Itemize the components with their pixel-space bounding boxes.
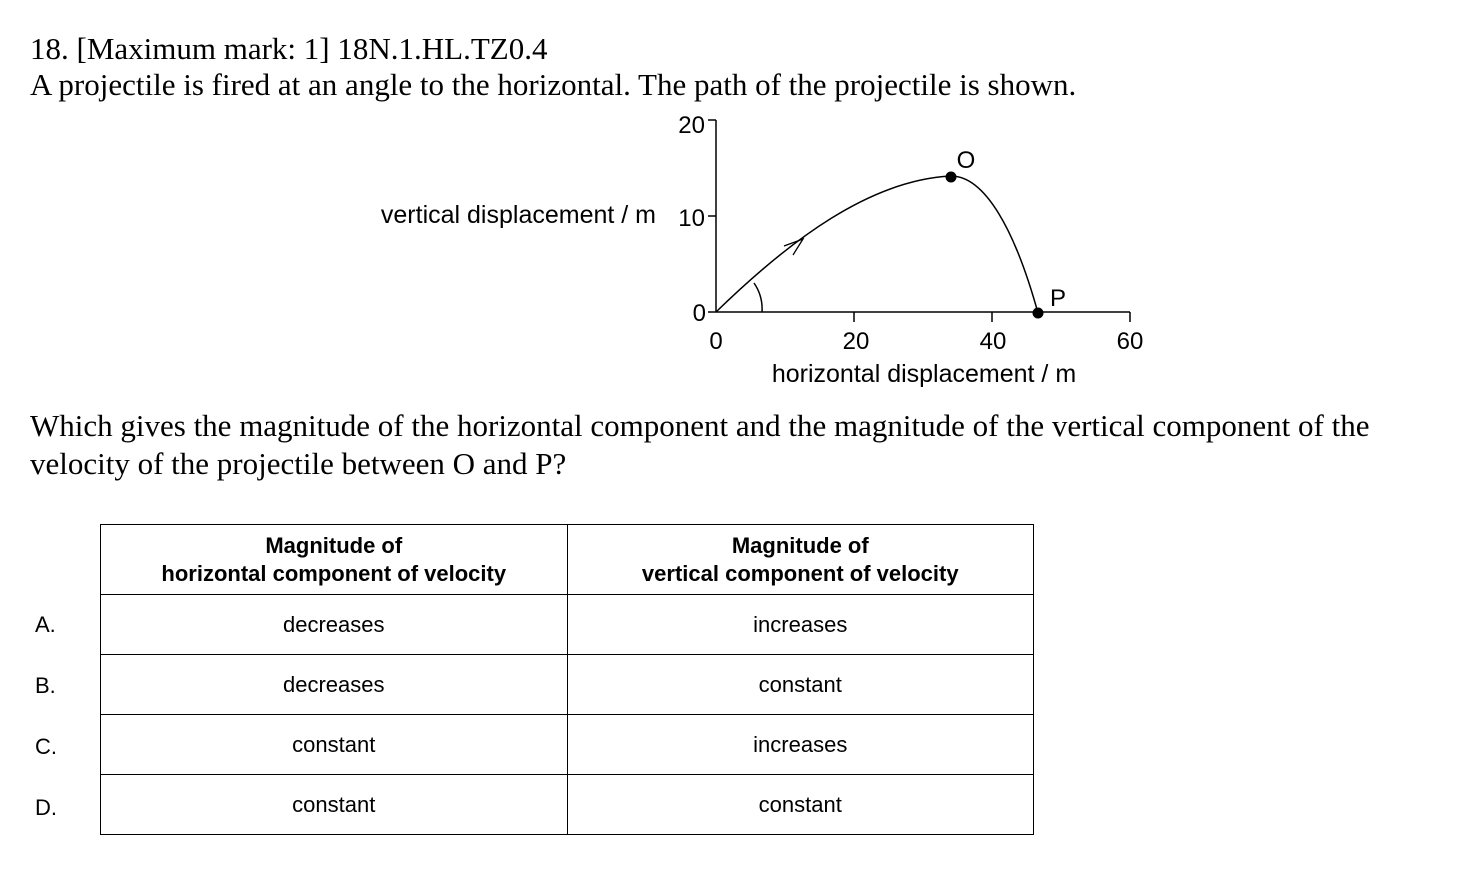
launch-angle-arc (754, 283, 762, 312)
options-table (100, 524, 1034, 835)
cell-a-horizontal: decreases (101, 595, 568, 655)
x-tick-label-60: 60 (1116, 328, 1144, 355)
point-p (1033, 308, 1044, 319)
cell-b-vertical: constant (567, 655, 1034, 715)
direction-arrow (784, 239, 803, 255)
x-tick-label-40: 40 (979, 328, 1007, 355)
table-row (101, 775, 1034, 835)
header-horizontal-line1: Magnitude of (265, 532, 403, 558)
y-tick-label-10: 10 (678, 205, 705, 232)
option-b-letter[interactable]: B. (35, 673, 56, 698)
header-vertical-line1: Magnitude of (731, 532, 869, 558)
x-tick-label-20: 20 (842, 328, 870, 355)
y-axis-label: vertical displacement / m (380, 201, 656, 229)
table-row (101, 595, 1034, 655)
cell-c-vertical: increases (567, 715, 1034, 775)
cell-a-vertical: increases (567, 595, 1034, 655)
cell-d-horizontal: constant (101, 775, 568, 835)
trajectory-ascent (716, 176, 951, 312)
table-row (101, 655, 1034, 715)
header-vertical-line2: vertical component of velocity (641, 560, 959, 586)
trajectory-descent (951, 176, 1038, 313)
header-vertical (567, 525, 1034, 595)
header-horizontal-line2: horizontal component of velocity (161, 560, 507, 586)
projectile-graph (0, 0, 1473, 400)
point-o (946, 172, 957, 183)
table-row (101, 715, 1034, 775)
x-axis-label: horizontal displacement / m (771, 360, 1077, 388)
question-intro: A projectile is fired at an angle to the horizontal. The path of the projectile is shown. (30, 67, 1077, 102)
cell-c-horizontal: constant (101, 715, 568, 775)
question-prompt: Which gives the magnitude of the horizontal component and the magnitude of the vertical component of the velocity of the projectile between O and P? (30, 408, 1370, 481)
option-a-letter[interactable]: A. (35, 612, 56, 637)
y-tick-label-20: 20 (678, 112, 705, 139)
header-horizontal (101, 525, 568, 595)
y-tick-label-0: 0 (692, 300, 706, 327)
point-p-label: P (1049, 285, 1067, 312)
point-o-label: O (956, 147, 976, 174)
question-header: 18. [Maximum mark: 1] 18N.1.HL.TZ0.4 (30, 31, 548, 66)
option-d-letter[interactable]: D. (35, 795, 57, 820)
x-tick-label-0: 0 (709, 328, 723, 355)
cell-d-vertical: constant (567, 775, 1034, 835)
cell-b-horizontal: decreases (101, 655, 568, 715)
option-c-letter[interactable]: C. (35, 734, 57, 759)
table-header-row (101, 525, 1034, 595)
